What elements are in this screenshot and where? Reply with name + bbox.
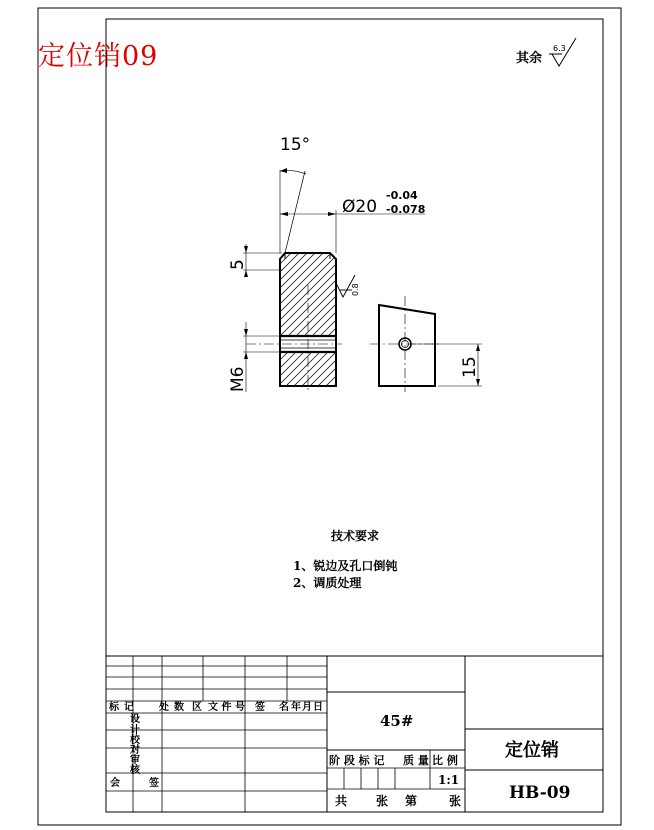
surface-roughness-value: 6.3 bbox=[553, 44, 566, 53]
header-cell: 数 bbox=[174, 702, 184, 713]
inner-border bbox=[106, 19, 603, 812]
header-cell: 月 bbox=[302, 702, 312, 713]
tolerance-upper: -0.04 bbox=[386, 189, 418, 202]
role-label: 设 bbox=[130, 714, 140, 725]
diameter-label: Ø20 bbox=[342, 197, 378, 217]
thread-label: M6 bbox=[228, 366, 248, 392]
role-label: 校 bbox=[130, 735, 140, 746]
header-cell: 日 bbox=[313, 702, 323, 713]
stage-label: 阶 段 标 记 bbox=[329, 754, 385, 767]
page-title: 定位销09 bbox=[38, 41, 159, 72]
tech-req-item: 2、调质处理 bbox=[293, 576, 362, 590]
side-body bbox=[379, 305, 435, 386]
countersign-label: 签 bbox=[149, 778, 159, 789]
title-block-text bbox=[108, 700, 570, 808]
tech-req-item: 1、锐边及孔口倒钝 bbox=[293, 559, 398, 573]
header-cell: 年 bbox=[291, 702, 301, 713]
header-cell: 名 bbox=[279, 702, 289, 713]
header-cell: 记 bbox=[124, 702, 134, 713]
role-label: 计 bbox=[130, 725, 140, 736]
header-cell: 文 件 号 bbox=[208, 702, 245, 713]
side-roughness-value: 0.8 bbox=[351, 283, 360, 296]
header-cell: 标 bbox=[109, 702, 119, 713]
surface-note-label: 其余 bbox=[516, 51, 543, 66]
role-label: 对 bbox=[130, 745, 140, 756]
role-label: 审 bbox=[130, 755, 140, 766]
scale-label: 比 例 bbox=[432, 754, 458, 767]
technical-requirements bbox=[293, 528, 397, 590]
sheet-unit-label: 张 bbox=[449, 794, 462, 808]
material-value: 45# bbox=[380, 712, 414, 730]
hole-height-label: 15 bbox=[460, 356, 480, 378]
header-cell: 区 bbox=[192, 702, 202, 713]
main-section-view bbox=[228, 135, 425, 392]
tolerance-lower: -0.078 bbox=[386, 203, 426, 216]
sheet-unit-label: 张 bbox=[376, 794, 389, 808]
header-cell: 处 bbox=[159, 702, 169, 713]
header-cell: 签 bbox=[255, 702, 265, 713]
drawing-number: HB-09 bbox=[509, 783, 571, 803]
side-view bbox=[370, 296, 482, 392]
role-label: 核 bbox=[130, 765, 140, 776]
tech-req-title: 技术要求 bbox=[331, 529, 380, 543]
surface-finish-note bbox=[516, 38, 576, 66]
part-name: 定位销 bbox=[505, 740, 559, 761]
mass-label: 质 量 bbox=[403, 754, 429, 767]
sheet-index-label: 第 bbox=[405, 794, 418, 808]
chamfer-length-label: 5 bbox=[228, 259, 248, 270]
sheet-total-label: 共 bbox=[335, 794, 348, 808]
countersign-label: 会 bbox=[110, 778, 120, 789]
angle-label: 15° bbox=[280, 135, 311, 155]
scale-value: 1:1 bbox=[438, 773, 460, 787]
